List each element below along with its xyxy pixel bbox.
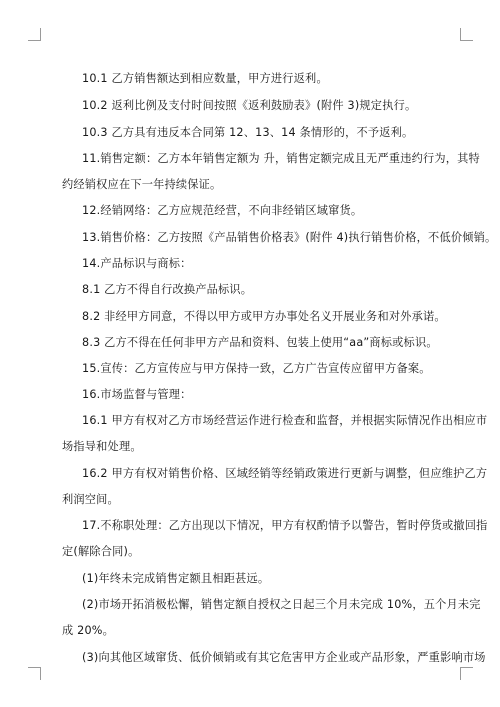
clause-13: 13.销售价格：乙方按照《产品销售价格表》(附件 4)执行销售价格，不低价倾销。 xyxy=(82,231,497,244)
clause-10-2: 10.2 返利比例及支付时间按照《返利鼓励表》(附件 3)规定执行。 xyxy=(82,99,417,112)
clause-17-item-1: (1)年终未完成销售定额且相距甚远。 xyxy=(82,572,270,585)
clause-17-item-2: (2)市场开拓消极松懈，销售定额自授权之日起三个月未完成 10%，五个月未完 xyxy=(82,598,481,611)
clause-16-1-cont: 场指导和处理。 xyxy=(62,440,142,453)
crop-mark-bottom-right xyxy=(460,667,473,680)
crop-mark-top-right xyxy=(460,28,473,41)
clause-15: 15.宣传：乙方宣传应与甲方保持一致，乙方广告宣传应留甲方备案。 xyxy=(82,362,431,375)
clause-16: 16.市场监督与管理： xyxy=(82,388,192,401)
clause-17-cont: 定(解除合同)。 xyxy=(62,545,140,558)
clause-17-item-2-cont: 成 20%。 xyxy=(62,624,114,637)
clause-8-3: 8.3 乙方不得在任何非甲方产品和资料、包装上使用“aa”商标或标识。 xyxy=(82,336,438,349)
clause-17-item-3: (3)向其他区域窜货、低价倾销或有其它危害甲方企业或产品形象，严重影响市场 xyxy=(82,651,486,664)
clause-10-1: 10.1 乙方销售额达到相应数量，甲方进行返利。 xyxy=(82,72,328,85)
clause-8-2: 8.2 非经甲方同意，不得以甲方或甲方办事处名义开展业务和对外承诺。 xyxy=(82,310,446,323)
clause-16-2-cont: 利润空间。 xyxy=(62,493,119,506)
clause-11: 11.销售定额：乙方本年销售定额为 升，销售定额完成且无严重违约行为，其特 xyxy=(82,152,480,165)
clause-16-1: 16.1 甲方有权对乙方市场经营运作进行检查和监督，并根据实际情况作出相应市 xyxy=(82,414,488,427)
clause-14: 14.产品标识与商标： xyxy=(82,257,192,270)
clause-17: 17.不称职处理：乙方出现以下情况，甲方有权酌情予以警告，暂时停货或撤回指 xyxy=(82,519,488,532)
clause-10-3: 10.3 乙方具有违反本合同第 12、13、14 条情形的，不予返利。 xyxy=(82,126,414,139)
clause-8-1: 8.1 乙方不得自行改换产品标识。 xyxy=(82,283,253,296)
crop-mark-top-left xyxy=(28,28,41,41)
clause-11-cont: 约经销权应在下一年持续保证。 xyxy=(62,178,222,191)
clause-12: 12.经销网络：乙方应规范经营，不向非经销区域窜货。 xyxy=(82,204,363,217)
crop-mark-bottom-left xyxy=(28,667,41,680)
clause-16-2: 16.2 甲方有权对销售价格、区域经销等经销政策进行更新与调整，但应维护乙方 xyxy=(82,467,488,480)
